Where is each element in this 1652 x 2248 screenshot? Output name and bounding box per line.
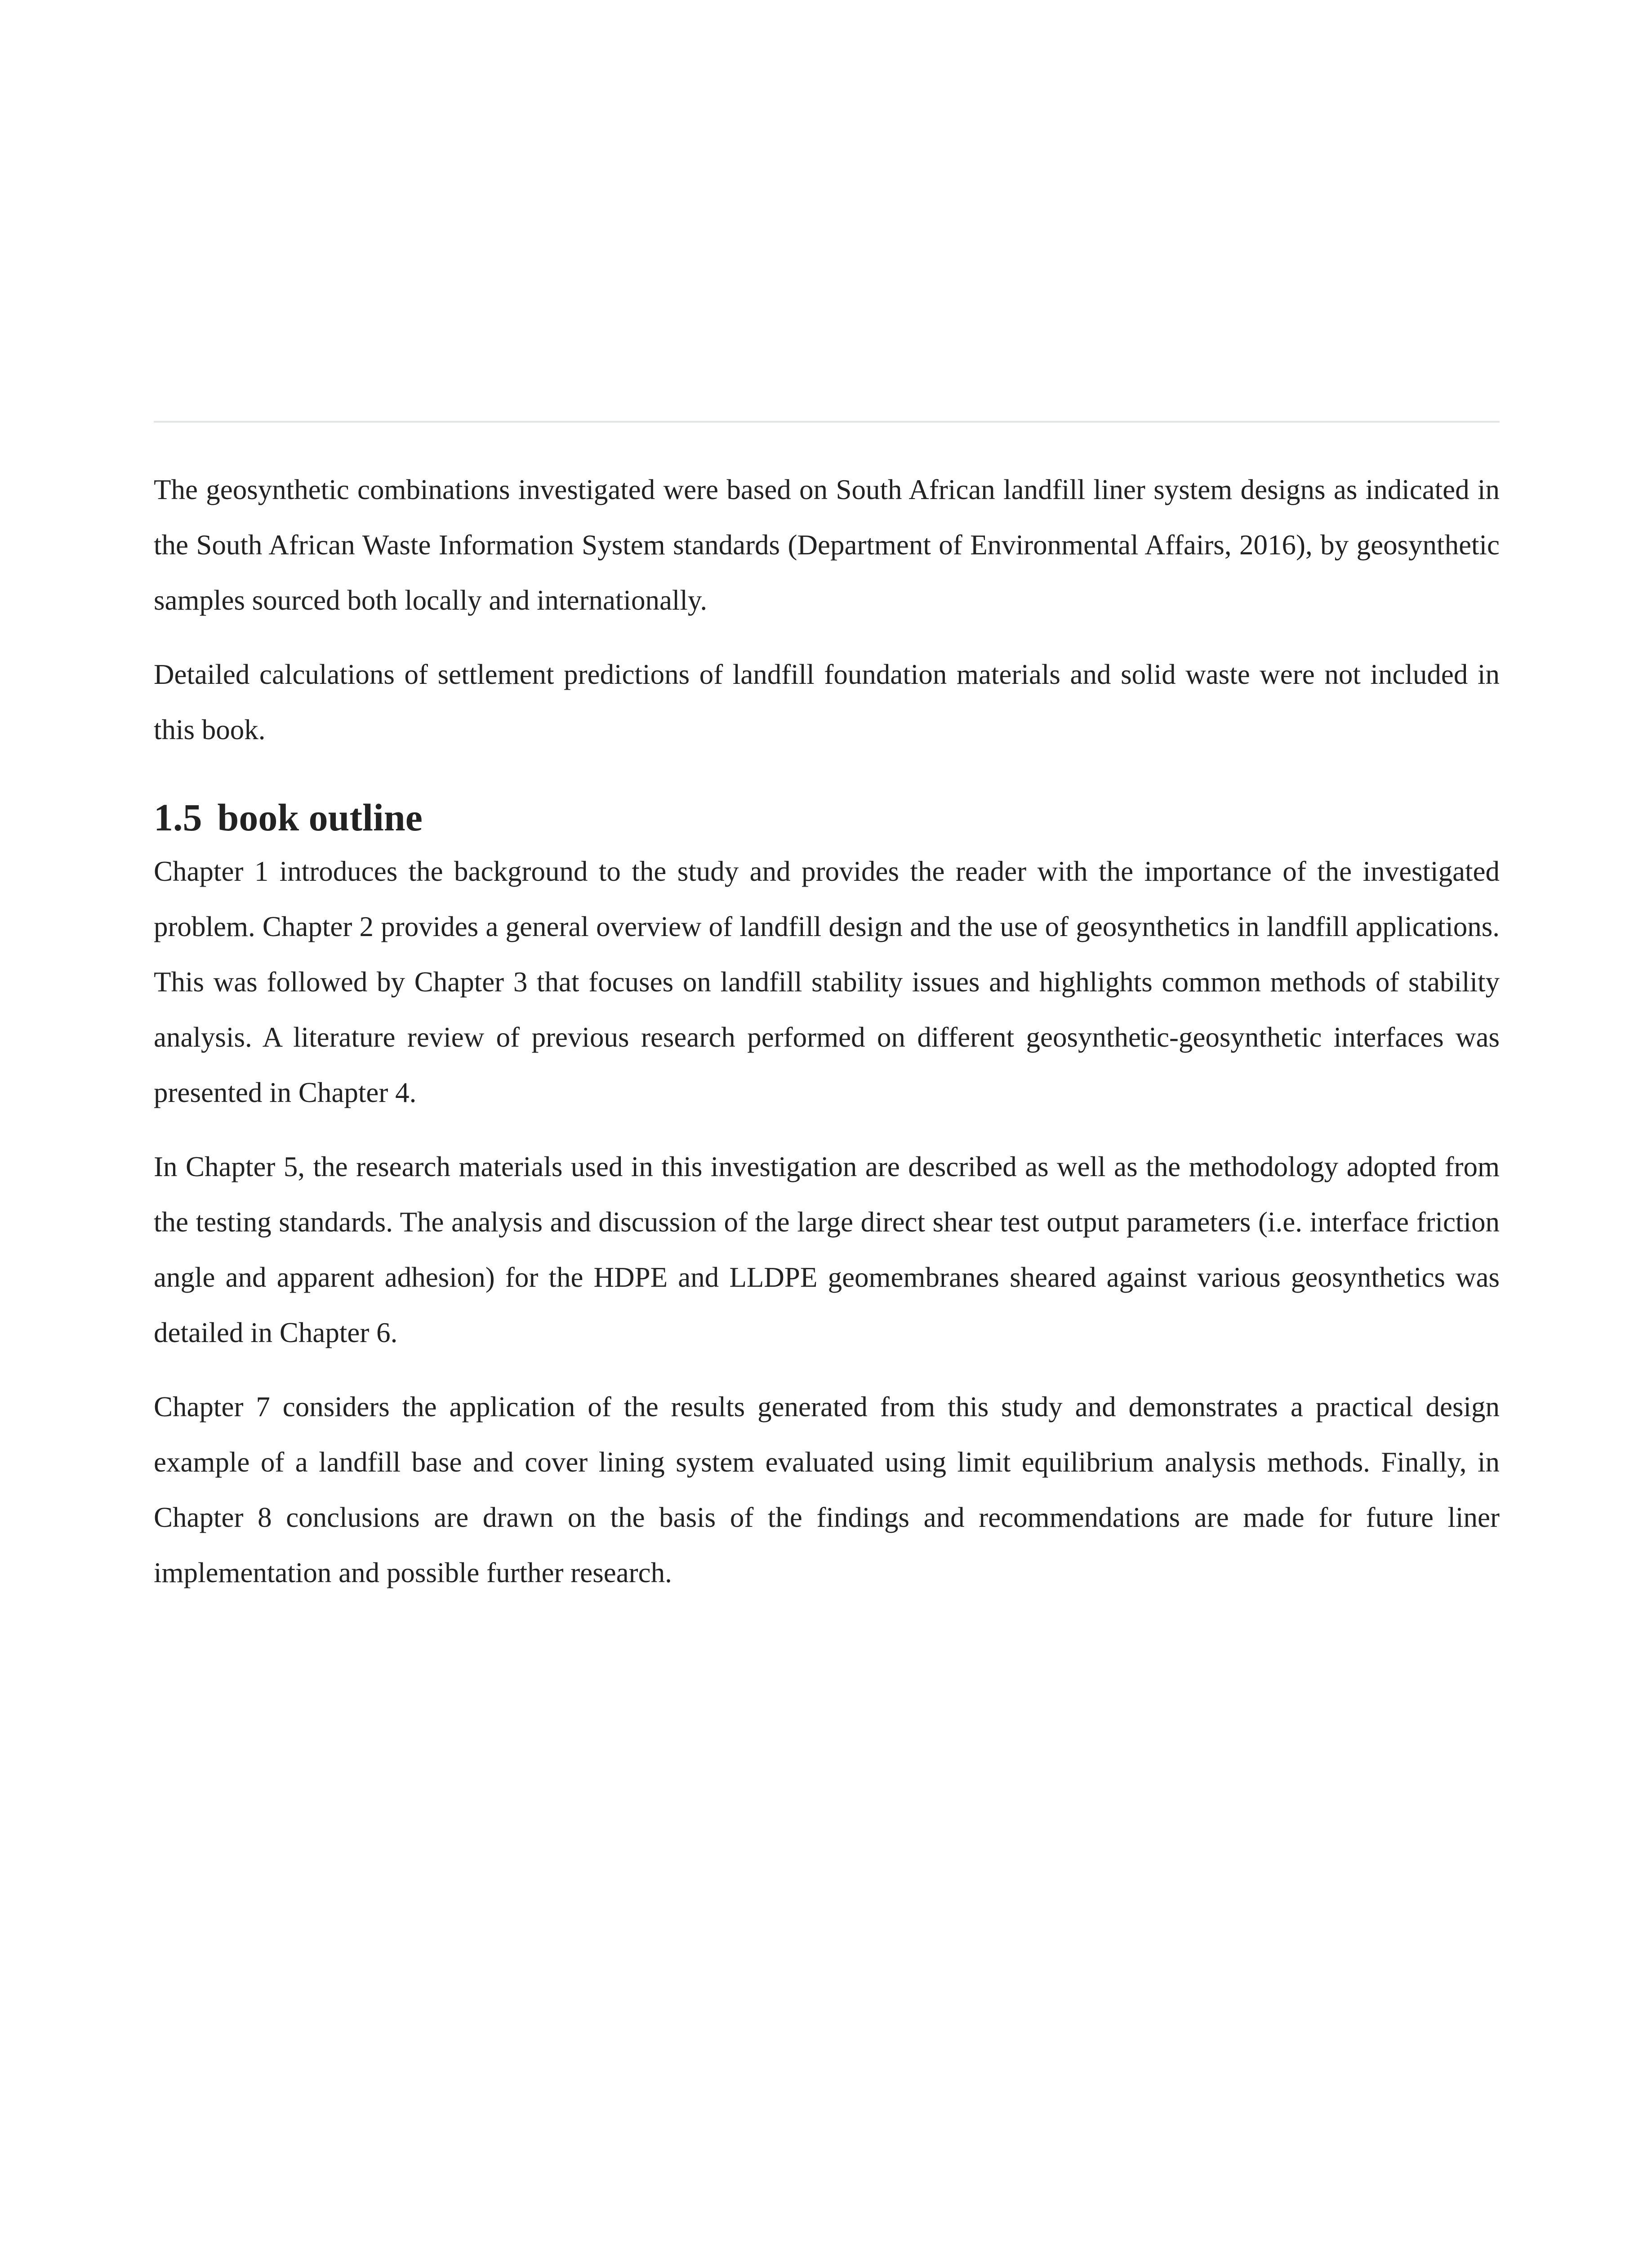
paragraph-chapters-5-to-6: In Chapter 5, the research materials used in this investigation are described as well as the methodology adopted from the testing standards. The analysis and discussion of the large direct shear test output parameters (i.e. interface friction angle and apparent adhesion) for the HDPE and LLDPE geomembranes sheared against various geosynthetics was detailed in Chapter 6. bbox=[154, 1151, 1500, 1348]
paragraph-chapters-1-to-4: Chapter 1 introduces the background to the study and provides the reader with the importance of the investigated problem. Chapter 2 provides a general overview of landfill design and the use of geosynthetics in landfill applications. This was followed by Chapter 3 that focuses on landfill stability issues and highlights common methods of stability analysis. A literature review of previous research performed on different geosynthetic-geosynthetic interfaces was presented in Chapter 4. bbox=[154, 856, 1500, 1108]
page-body bbox=[154, 462, 1500, 1619]
section-number: 1.5 bbox=[154, 796, 202, 839]
section-heading bbox=[154, 791, 1500, 844]
header-divider bbox=[154, 421, 1500, 423]
paragraph-chapters-7-to-8: Chapter 7 considers the application of the results generated from this study and demonstrates a practical design example of a landfill base and cover lining system evaluated using limit equilibrium analysis methods. Finally, in Chapter 8 conclusions are drawn on the basis of the findings and recommendations are made for future liner implementation and possible further research. bbox=[154, 1391, 1500, 1588]
section-title: book outline bbox=[217, 796, 423, 839]
paragraph-geosynthetic-combinations: The geosynthetic combinations investigated were based on South African landfill liner system designs as indicated in the South African Waste Information System standards (Department of Environmental Affairs, 2016), by geosynthetic samples sourced both locally and internationally. bbox=[154, 474, 1500, 616]
paragraph-settlement-calculations: Detailed calculations of settlement predictions of landfill foundation materials and solid waste were not included in this book. bbox=[154, 659, 1500, 745]
